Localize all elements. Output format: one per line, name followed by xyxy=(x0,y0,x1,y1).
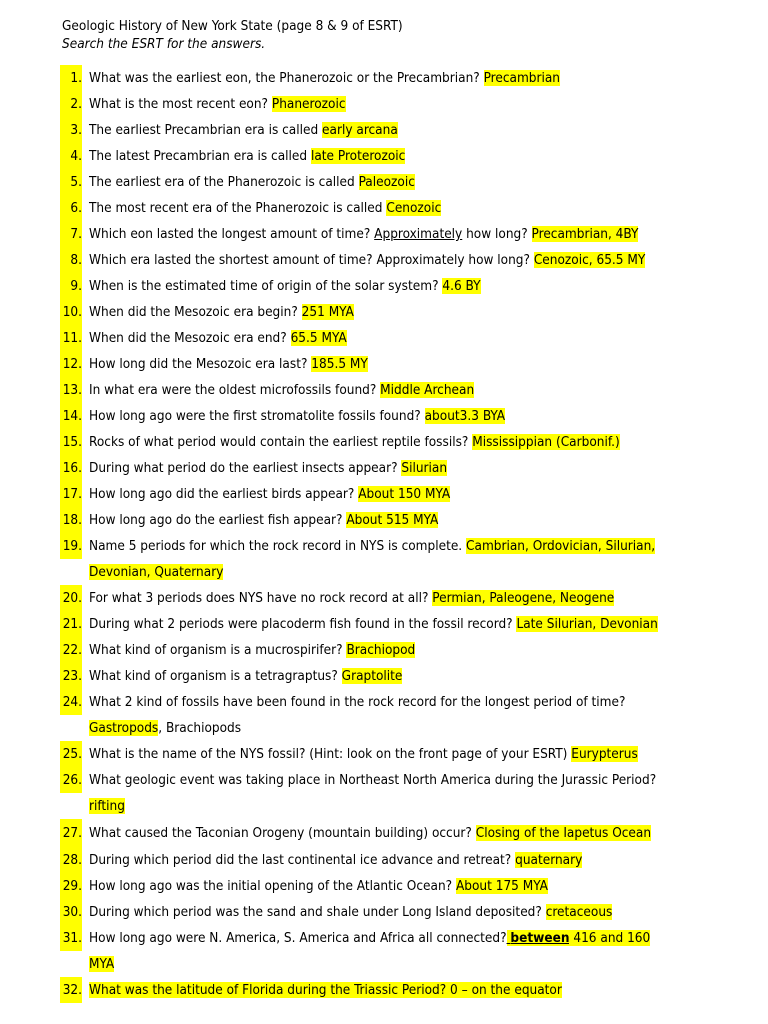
answer-text: about3.3 BYA xyxy=(424,408,506,424)
answer-text: Paleozoic xyxy=(358,174,415,190)
question-line xyxy=(89,899,688,925)
answer-text: Cenozoic, 65.5 MY xyxy=(533,252,646,268)
question-line xyxy=(89,143,688,169)
answer-text: Permian, Paleogene, Neogene xyxy=(432,590,615,606)
answer-text: About 515 MYA xyxy=(346,512,439,528)
question-text: During what 2 periods were placoderm fish found in the fossil record? xyxy=(89,616,517,632)
question-text: How long did the Mesozoic era last? xyxy=(89,356,312,372)
question-line xyxy=(89,715,688,741)
question-line xyxy=(89,873,688,899)
question-text: What kind of organism is a mucrospirifer? xyxy=(89,642,347,658)
question-item xyxy=(0,403,768,429)
question-line xyxy=(89,429,688,455)
question-text: , Brachiopods xyxy=(158,720,242,736)
question-line xyxy=(89,559,688,585)
question-line xyxy=(89,325,688,351)
question-item xyxy=(0,429,768,455)
answer-text: About 175 MYA xyxy=(455,878,548,894)
question-number: 17. xyxy=(60,481,82,507)
question-item xyxy=(0,455,768,481)
question-number: 18. xyxy=(60,507,82,533)
question-item xyxy=(0,847,768,873)
question-line xyxy=(89,351,688,377)
question-item xyxy=(0,325,768,351)
question-text: When did the Mesozoic era begin? xyxy=(89,304,302,320)
answer-text: What was the latitude of Florida during the Triassic Period? 0 – on the equator xyxy=(89,982,562,998)
question-text: In what era were the oldest microfossils found? xyxy=(89,382,381,398)
answer-text: late Proterozoic xyxy=(310,148,406,164)
question-text: When did the Mesozoic era end? xyxy=(89,330,291,346)
question-text: The most recent era of the Phanerozoic is called xyxy=(89,200,387,216)
question-line xyxy=(89,533,688,559)
question-text: Rocks of what period would contain the earliest reptile fossils? xyxy=(89,434,473,450)
question-list xyxy=(0,65,768,1003)
answer-text: Late Silurian, Devonian xyxy=(516,616,658,632)
question-item xyxy=(0,481,768,507)
question-number: 16. xyxy=(60,455,82,481)
question-number: 24. xyxy=(60,689,82,715)
question-number: 25. xyxy=(60,741,82,767)
question-line xyxy=(89,169,688,195)
question-item xyxy=(0,117,768,143)
question-number: 1. xyxy=(60,65,82,91)
question-text: What is the name of the NYS fossil? (Hint: look on the front page of your ESRT) xyxy=(89,746,572,762)
question-item xyxy=(0,169,768,195)
question-line xyxy=(89,455,688,481)
question-text: Which eon lasted the longest amount of time? xyxy=(89,226,375,242)
question-number: 31. xyxy=(60,925,82,951)
question-number: 27. xyxy=(60,819,82,847)
question-item xyxy=(0,377,768,403)
question-item xyxy=(0,273,768,299)
question-line xyxy=(89,925,688,951)
question-number: 28. xyxy=(60,847,82,873)
question-item xyxy=(0,299,768,325)
question-text: How long ago did the earliest birds appear? xyxy=(89,486,359,502)
question-line xyxy=(89,507,688,533)
question-text: What 2 kind of fossils have been found in the rock record for the longest period of time? xyxy=(89,694,626,710)
question-text: When is the estimated time of origin of the solar system? xyxy=(89,278,443,294)
question-number: 26. xyxy=(60,767,82,793)
question-text: What was the earliest eon, the Phanerozoic or the Precambrian? xyxy=(89,70,484,86)
question-line xyxy=(89,403,688,429)
answer-text: Brachiopod xyxy=(346,642,416,658)
answer-text: Cenozoic xyxy=(386,200,442,216)
question-number: 9. xyxy=(60,273,82,299)
question-item xyxy=(0,221,768,247)
question-number: 30. xyxy=(60,899,82,925)
question-item xyxy=(0,637,768,663)
answer-text: rifting xyxy=(89,798,125,814)
question-text: During what period do the earliest insects appear? xyxy=(89,460,402,476)
question-line xyxy=(89,767,688,793)
question-text: How long ago were the first stromatolite fossils found? xyxy=(89,408,425,424)
question-item xyxy=(0,819,768,847)
answer-text: 416 and 160 xyxy=(569,930,651,946)
question-line xyxy=(89,819,688,847)
question-item xyxy=(0,247,768,273)
question-number: 5. xyxy=(60,169,82,195)
question-item xyxy=(0,91,768,117)
question-line xyxy=(89,221,688,247)
question-line xyxy=(89,847,688,873)
question-item xyxy=(0,65,768,91)
question-number: 32. xyxy=(60,977,82,1003)
question-item xyxy=(0,899,768,925)
question-text: Which era lasted the shortest amount of time? Approximately how long? xyxy=(89,252,534,268)
question-item xyxy=(0,143,768,169)
question-item xyxy=(0,925,768,977)
question-line xyxy=(89,793,688,819)
answer-text: Closing of the Iapetus Ocean xyxy=(475,825,652,841)
question-text: Name 5 periods for which the rock record in NYS is complete. xyxy=(89,538,467,554)
answer-text: Cambrian, Ordovician, Silurian, xyxy=(466,538,656,554)
question-number: 21. xyxy=(60,611,82,637)
answer-text: Gastropods xyxy=(89,720,159,736)
answer-text: 251 MYA xyxy=(301,304,354,320)
answer-text: 65.5 MYA xyxy=(290,330,347,346)
question-text: How long ago were N. America, S. America and Africa all connected? xyxy=(89,930,507,946)
answer-text: About 150 MYA xyxy=(358,486,451,502)
question-number: 6. xyxy=(60,195,82,221)
answer-text: Devonian, Quaternary xyxy=(89,564,224,580)
question-line xyxy=(89,741,688,767)
question-item xyxy=(0,351,768,377)
answer-text: Precambrian, 4BY xyxy=(531,226,639,242)
question-item xyxy=(0,507,768,533)
question-text: What kind of organism is a tetragraptus? xyxy=(89,668,342,684)
page-title: Geologic History of New York State (page 8 & 9 of ESRT) xyxy=(62,18,403,34)
page-subtitle: Search the ESRT for the answers. xyxy=(62,36,266,52)
question-item xyxy=(0,767,768,819)
question-text: What is the most recent eon? xyxy=(89,96,272,112)
answer-text: early arcana xyxy=(322,122,398,138)
question-line xyxy=(89,585,688,611)
question-item xyxy=(0,689,768,741)
question-line xyxy=(89,117,688,143)
answer-text: Graptolite xyxy=(341,668,403,684)
question-number: 13. xyxy=(60,377,82,403)
question-line xyxy=(89,247,688,273)
question-text: How long ago was the initial opening of the Atlantic Ocean? xyxy=(89,878,456,894)
question-line xyxy=(89,273,688,299)
question-line xyxy=(89,299,688,325)
question-text: During which period did the last continental ice advance and retreat? xyxy=(89,852,516,868)
question-number: 3. xyxy=(60,117,82,143)
answer-text: Middle Archean xyxy=(380,382,475,398)
question-number: 4. xyxy=(60,143,82,169)
question-number: 23. xyxy=(60,663,82,689)
question-line xyxy=(89,977,688,1003)
question-number: 15. xyxy=(60,429,82,455)
question-number: 2. xyxy=(60,91,82,117)
question-item xyxy=(0,741,768,767)
question-line xyxy=(89,91,688,117)
question-line xyxy=(89,951,688,977)
answer-text: MYA xyxy=(89,956,115,972)
answer-text: quaternary xyxy=(515,852,583,868)
question-number: 19. xyxy=(60,533,82,559)
question-number: 10. xyxy=(60,299,82,325)
question-item xyxy=(0,873,768,899)
question-number: 14. xyxy=(60,403,82,429)
question-item xyxy=(0,533,768,585)
question-text: What geologic event was taking place in Northeast North America during the Jurassic Period? xyxy=(89,772,657,788)
question-text: Approximately xyxy=(374,226,463,242)
question-text: How long ago do the earliest fish appear? xyxy=(89,512,347,528)
answer-text: 185.5 MY xyxy=(311,356,368,372)
question-line xyxy=(89,637,688,663)
question-line xyxy=(89,481,688,507)
question-number: 8. xyxy=(60,247,82,273)
question-text: The earliest Precambrian era is called xyxy=(89,122,323,138)
question-number: 11. xyxy=(60,325,82,351)
question-item xyxy=(0,195,768,221)
answer-text: Silurian xyxy=(401,460,448,476)
question-line xyxy=(89,65,688,91)
question-text: What caused the Taconian Orogeny (mountain building) occur? xyxy=(89,825,476,841)
answer-text: Precambrian xyxy=(483,70,561,86)
question-line xyxy=(89,689,688,715)
question-text: For what 3 periods does NYS have no rock record at all? xyxy=(89,590,433,606)
question-text: The latest Precambrian era is called xyxy=(89,148,311,164)
question-text: how long? xyxy=(462,226,532,242)
answer-text: Phanerozoic xyxy=(271,96,346,112)
question-line xyxy=(89,611,688,637)
question-item xyxy=(0,611,768,637)
answer-text: Mississippian (Carbonif.) xyxy=(472,434,620,450)
question-text: The earliest era of the Phanerozoic is called xyxy=(89,174,359,190)
question-number: 7. xyxy=(60,221,82,247)
answer-text: 4.6 BY xyxy=(442,278,481,294)
question-line xyxy=(89,195,688,221)
question-line xyxy=(89,377,688,403)
question-item xyxy=(0,585,768,611)
answer-text: Eurypterus xyxy=(571,746,638,762)
question-item xyxy=(0,663,768,689)
question-number: 22. xyxy=(60,637,82,663)
question-number: 12. xyxy=(60,351,82,377)
question-text: During which period was the sand and shale under Long Island deposited? xyxy=(89,904,546,920)
question-item xyxy=(0,977,768,1003)
question-number: 20. xyxy=(60,585,82,611)
question-number: 29. xyxy=(60,873,82,899)
answer-text: between xyxy=(510,930,570,946)
question-line xyxy=(89,663,688,689)
answer-text: cretaceous xyxy=(545,904,613,920)
